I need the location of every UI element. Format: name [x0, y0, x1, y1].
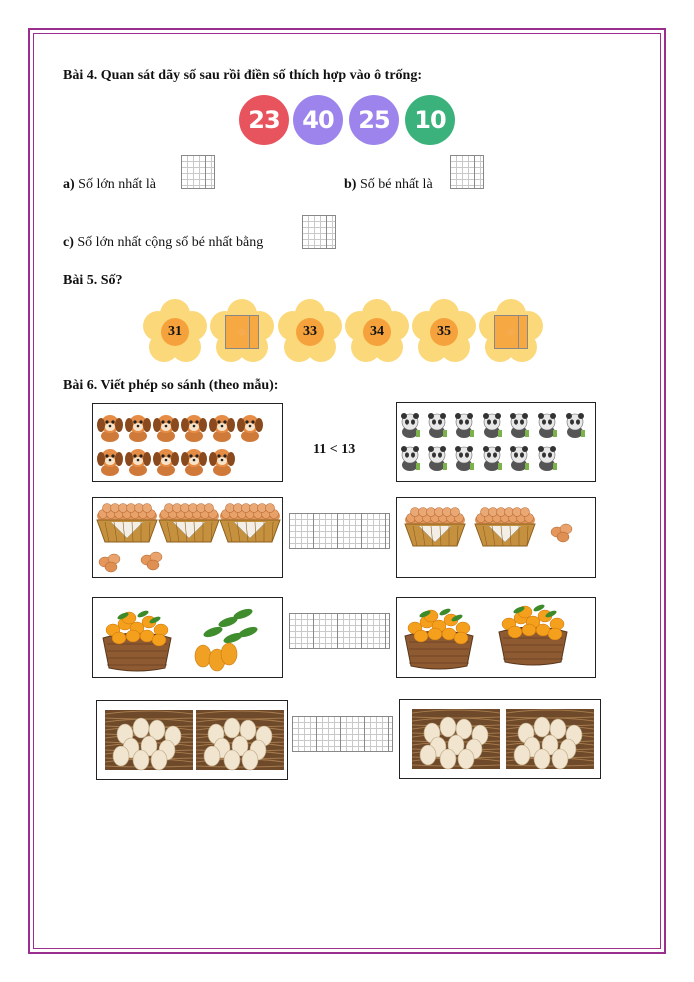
- flower-number: 34: [363, 318, 391, 346]
- panda-group: [397, 403, 595, 481]
- number-bubble-1: 23: [239, 95, 289, 145]
- answer-box-row-3[interactable]: [289, 613, 390, 649]
- image-mangoes-left: [92, 597, 283, 678]
- egg-basket-group-left: [93, 498, 282, 577]
- flower-number: 33: [296, 318, 324, 346]
- answer-box-row-4[interactable]: [292, 716, 393, 752]
- question-c: c) Số lớn nhất cộng số bé nhất bằng: [63, 235, 264, 250]
- mango-group-left: [93, 598, 282, 677]
- image-egg-nests-left: [96, 700, 288, 780]
- egg-nest-group-left: [97, 701, 287, 779]
- flower-number: 31: [161, 318, 189, 346]
- image-egg-baskets-left: [92, 497, 283, 578]
- question-b: b) Số bé nhất là: [344, 177, 433, 192]
- answer-box-row-2[interactable]: [289, 513, 390, 549]
- image-pandas: [396, 402, 596, 482]
- flower-2[interactable]: [210, 300, 274, 364]
- image-mangoes-right: [396, 597, 596, 678]
- puppy-group: [93, 404, 282, 481]
- flower-6[interactable]: [479, 300, 543, 364]
- flower-answer-box[interactable]: [225, 315, 259, 349]
- flower-5: [412, 300, 476, 364]
- page-border-inner: [33, 33, 661, 949]
- bai5-title: Bài 5. Số?: [63, 273, 123, 288]
- mango-group-right: [397, 598, 595, 677]
- image-puppies: [92, 403, 283, 482]
- bai6-title: Bài 6. Viết phép so sánh (theo mẫu):: [63, 378, 279, 393]
- flower-1: [143, 300, 207, 364]
- image-egg-nests-right: [399, 699, 601, 779]
- egg-nest-group-right: [400, 700, 600, 778]
- number-bubble-4: 10: [405, 95, 455, 145]
- number-bubble-2: 40: [293, 95, 343, 145]
- example-comparison: 11 < 13: [313, 442, 356, 457]
- flower-4: [345, 300, 409, 364]
- flower-3: [278, 300, 342, 364]
- flower-number: 35: [430, 318, 458, 346]
- question-a: a) Số lớn nhất là: [63, 177, 156, 192]
- number-bubble-3: 25: [349, 95, 399, 145]
- answer-box-a[interactable]: [181, 155, 215, 189]
- answer-box-b[interactable]: [450, 155, 484, 189]
- flower-answer-box[interactable]: [494, 315, 528, 349]
- image-egg-baskets-right: [396, 497, 596, 578]
- egg-basket-group-right: [397, 498, 595, 577]
- bai4-title: Bài 4. Quan sát dãy số sau rồi điền số thích hợp vào ô trống:: [63, 68, 422, 83]
- answer-box-c[interactable]: [302, 215, 336, 249]
